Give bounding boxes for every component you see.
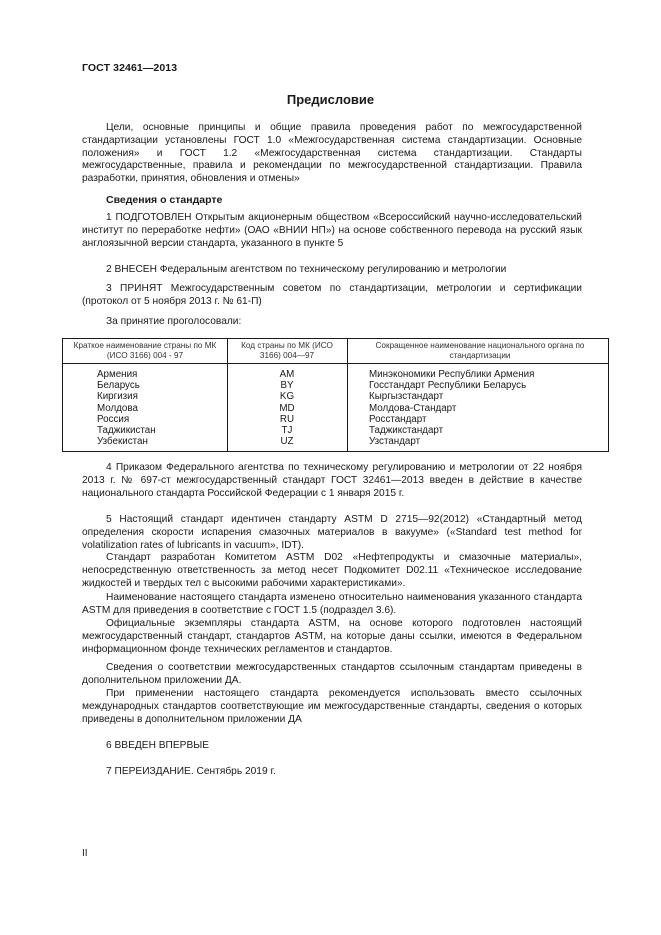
intro-paragraph: Цели, основные принципы и общие правила проведения работ по межгосударственной стандартизации установлены ГОСТ 1.0 «Межгосударственная система стандартизации. Основные положения» и ГОСТ 1.2 «Межгосударственная система стандартизации. Стандарты межгосударственные, правила и рекомендации по межгосударственной стандартизации. Правила разработки, принятия, обновления и отмены» [82,122,582,185]
body-column [369,369,534,447]
country-column [97,369,156,447]
table-cell: KG [279,391,295,403]
column-header-code: Код страны по МК (ИСО 3166) 004—97 [241,341,333,361]
item-7-line: 7 ПЕРЕИЗДАНИЕ. Сентябрь 2019 г. [106,766,276,777]
table-cell: Таджикстандарт [369,425,444,437]
table-cell: Таджикистан [97,425,156,437]
item-6-line: 6 ВВЕДЕН ВПЕРВЫЕ [106,740,210,751]
table-cell: MD [279,402,295,414]
table-cell: Киргизия [97,391,138,403]
table-cell: TJ [281,425,293,437]
item-3-paragraph: 3 ПРИНЯТ Межгосударственным советом по стандартизации, метрологии и сертификации (протокол от 5 ноября 2013 г. № 61-П) [82,283,582,307]
table-cell: RU [279,413,295,425]
section-heading: Сведения о стандарте [106,194,223,206]
table-cell: AM [279,369,295,380]
item-4-paragraph: 4 Приказом Федерального агентства по техническому регулированию и метрологии от 22 ноября 2013 г. № 697-ст межгосударственный стандарт ГОСТ 32461—2013 введен в действие в качестве национального стандарта Российской Федерации с 1 января 2015 г. [82,462,582,499]
item-5-correspondence-paragraph: Сведения о соответствии межгосударственных стандартов ссылочным стандартам приведены в дополнительном приложении ДА. [82,662,582,686]
table-cell: Узстандарт [369,436,421,448]
voting-table [62,338,609,452]
column-header-country: Краткое наименование страны по МК (ИСО 3166) 004 - 97 [73,341,217,361]
table-cell: Минэкономики Республики Армения [369,369,535,380]
item-5-paragraph: 5 Настоящий стандарт идентичен стандарту ASTM D 2715—92(2012) «Стандартный метод определения скорости испарения смазочных материалов в вакууме» («Standard test method for volatilization rates of lubricants in vacuum», IDT). [82,514,582,551]
table-cell: Госстандарт Республики Беларусь [369,380,527,392]
vote-line: За принятие проголосовали: [106,316,242,327]
table-cell: UZ [280,436,294,448]
table-cell: BY [280,380,294,392]
table-cell: Узбекистан [97,436,148,448]
item-2-paragraph: 2 ВНЕСЕН Федеральным агентством по техническому регулированию и метрологии [106,264,507,275]
table-cell: Армения [97,369,138,380]
table-cell: Молдова [97,402,138,414]
column-header-body: Сокращенное наименование национального органа по стандартизации [375,341,585,361]
table-divider [227,339,228,451]
table-cell: Россия [97,413,130,425]
table-cell: Молдова-Стандарт [369,402,457,414]
item-5-committee-paragraph: Стандарт разработан Комитетом ASTM D02 «Нефтепродукты и смазочные материалы», непосредственную ответственность за метод несет Подкомитет D02.11 «Техническое исследование жидкостей и твердых тел с высокими рабочими характеристиками». [82,552,582,589]
table-cell: Беларусь [97,380,140,392]
item-5-title-change-paragraph: Наименование настоящего стандарта изменено относительно наименования указанного стандарта ASTM для приведения в соответствие с ГОСТ 1.5 (подраздел 3.6). [82,592,582,616]
table-header-divider [63,363,608,364]
item-5-application-paragraph: При применении настоящего стандарта рекомендуется использовать вместо ссылочных международных стандартов соответствующие им межгосударственные стандарты, сведения о которых приведены в дополнительном приложении ДА [82,688,582,725]
document-number: ГОСТ 32461—2013 [82,62,178,74]
page-title: Предисловие [286,92,375,107]
table-cell: Росстандарт [369,413,427,425]
item-1-paragraph: 1 ПОДГОТОВЛЕН Открытым акционерным обществом «Всероссийский научно-исследовательский институт по переработке нефти» (ОАО «ВНИИ НП») на основе собственного перевода на русский язык англоязычной версии стандарта, указанного в пункте 5 [82,212,582,249]
table-divider [347,339,348,451]
item-5-copies-paragraph: Официальные экземпляры стандарта ASTM, на основе которого подготовлен настоящий межгосударственный стандарт, стандартов ASTM, на которые даны ссылки, имеются в Федеральном информационном фонде технических регламентов и стандартов. [82,618,582,655]
table-cell: Кыргызстандарт [369,391,444,403]
code-column [229,369,345,447]
page-number: II [82,848,88,859]
